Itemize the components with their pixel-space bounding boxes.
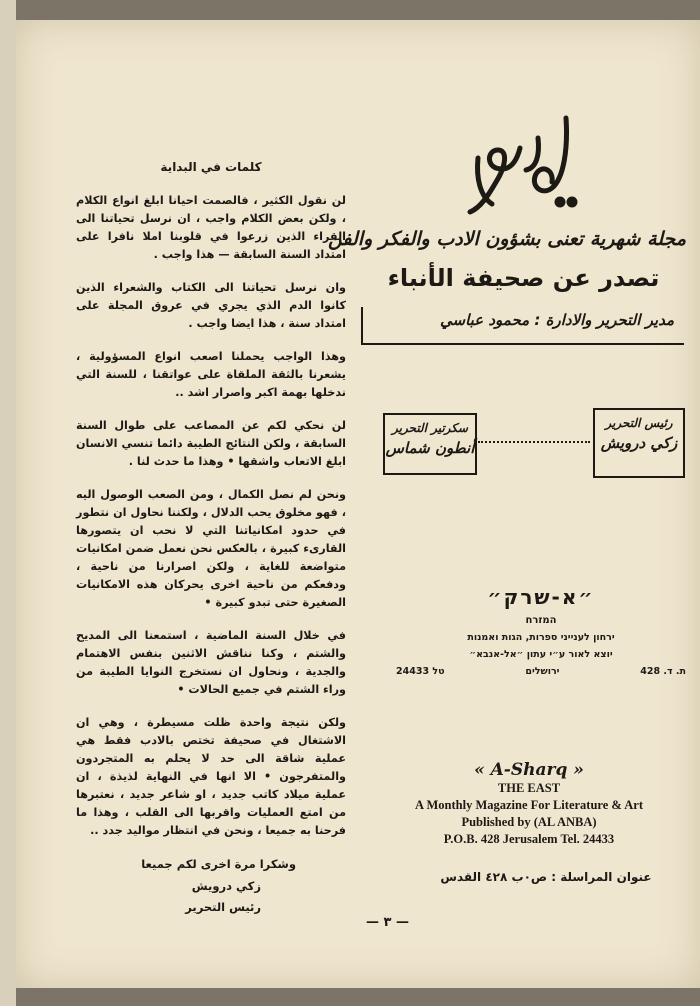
editorial-paragraph: لن نقول الكثير ، فالصمت احيانا ابلغ انواع الكلام ، ولكن بعض الكلام واجب ، ان نرسل تحياتنا الى القراء الذين زرعوا في قلوبنا املا نافرا على امتداد السنة السابقة — هذا واجب . [76,194,346,261]
editorial-paragraph: في خلال السنة الماضية ، استمعنا الى المديح والشتم ، وكنا نناقش الاثنين بنفس الاهتمام والجدية ، ونحاول ان نستخرج النوايا الطيبة من وراء الشتم في جميع الحالات • [76,629,346,696]
chief-editor-box [593,408,685,478]
editorial-paragraph: وان نرسل تحياتنا الى الكتاب والشعراء الذين كانوا الدم الذي يجري في عروق المجلة على امتداد سنة ، هذا ايضا واجب . [76,281,346,330]
editorial-paragraph: ولكن نتيجة واحدة ظلت مسيطرة ، وهي ان الاشتغال في صحيفة تختص بالادب فقط هي عملية شاقة الى حد لا يحلم به المتجردون والمتفرجون • الا انها في النهاية لذيذة ، ان عملية ميلاد كاتب جديد ، او شاعر جديد ، نعتبرها من امتع العمليات واقربها الى القلب ، وهذا ما فرحنا به جميعا ، ونحن في انتظار مواليد جدد .. [76,716,346,837]
editorial-closing: وشكرا مرة اخرى لكم جميعا [141,857,296,871]
editorial-paragraph: ونحن لم نصل الكمال ، ومن الصعب الوصول اليه ، فهو مخلوق يحب الدلال ، ولكننا نحاول ان نتطور في حدود امكانياتنا التي لا نحب ان يتصورها القارىء كبيرة ، بالعكس نحن نعمل ضمن امكانيات متواضعة للغاية ، ولكن اصرارنا من ناحية ، ودفعكم من ناحية اخرى يحركان هذه الامكانيات الصغيرة حتى تبدو كبيرة • [76,488,346,609]
hebrew-title: ״א-שרק״ [487,585,595,609]
hebrew-line [396,666,686,677]
english-the-east: THE EAST [497,781,561,795]
hebrew-phone: טל 24433 [396,666,445,677]
signature-title: رئيس التحرير [185,900,261,914]
secretary-box [383,413,477,475]
english-address: P.O.B. 428 Jerusalem Tel. 24433 [443,832,615,846]
page-edge [0,0,16,1006]
chief-editor-name: زكي درويش [600,434,678,452]
hebrew-city: ירושלים [525,666,560,677]
editorial-paragraph: وهذا الواجب يحملنا اصعب انواع المسؤولية ، يشعرنا بالثقة الملقاة على عواتقنا ، للسنة التي ندخلها بهمة اكبر واصرار اشد .. [76,350,346,399]
magazine-logo [456,108,596,228]
dotted-connector [478,441,590,443]
english-title: « A-Sharq » [474,760,584,780]
hebrew-description: ירחון לענייני ספרות, הגות ואמנות [467,632,615,643]
editorial-paragraph: لن نحكي لكم عن المصاعب على طوال السنة السابقة ، ولكن النتائج الطيبة دائما تنسي الانسان ابلغ الاتعاب واشقها • وهذا ما حدث لنا . [76,419,346,468]
publisher-line: تصدر عن صحيفة الأنباء [387,264,660,292]
magazine-subtitle: مجلة شهرية تعنى بشؤون الادب والفكر والفن [327,228,686,250]
hebrew-line [396,632,686,643]
correspondence-address: عنوان المراسلة : ص٠ب ٤٢٨ القدس [440,870,652,884]
director-line: مدير التحرير والادارة : محمود عباسي [440,311,674,329]
editorial-column [76,160,346,916]
hebrew-pob: ת. ד. 428 [640,666,686,677]
hebrew-block [396,585,686,677]
director-frame [361,307,684,345]
editorial-heading: كلمات في البداية [160,160,262,174]
signature-name: زكي درويش [191,879,261,893]
english-description: A Monthly Magazine For Literature & Art [415,798,643,812]
hebrew-subtitle: המזרח [525,615,557,626]
chief-editor-role: رئيس التحرير [605,416,673,430]
english-block [394,760,664,848]
hebrew-line [396,649,686,660]
magazine-page [16,20,700,988]
hebrew-publisher: יוצא לאור ע״י עתון ״אל-אנבא״ [469,649,613,660]
secretary-role: سكرتير التحرير [391,421,468,435]
page-number: — ٣ — [366,915,409,930]
secretary-name: أنطون شماس [385,439,475,457]
english-publisher: Published by (AL ANBA) [461,815,597,829]
